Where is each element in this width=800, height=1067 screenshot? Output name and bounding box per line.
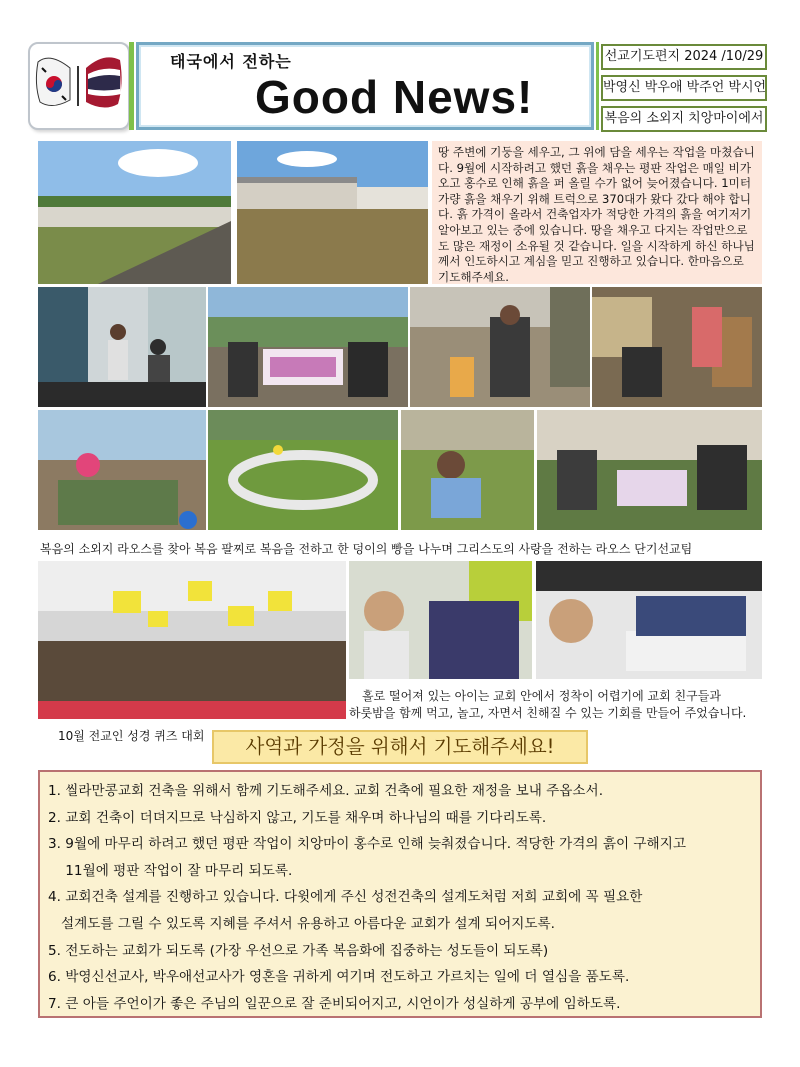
- prayer-item: 3. 9월에 마무리 하려고 했던 평판 작업이 치앙마이 홍수로 인해 늦춰졌습니다. 적당한 가격의 흙이 구해지고: [48, 836, 686, 853]
- newsletter-subtitle: 태국에서 전하는: [170, 52, 292, 71]
- photo-kids-sleepover-group: [349, 561, 532, 679]
- prayer-list: [48, 778, 752, 1017]
- prayer-item: 설계도를 그릴 수 있도록 지혜를 주셔서 유용하고 아름다운 교회가 설계 되어지도록.: [48, 915, 555, 932]
- missionary-family-names: 박영신 박우애 박주언 박시언: [601, 75, 767, 101]
- prayer-banner: 사역과 가정을 위해서 기도해주세요!: [212, 730, 588, 764]
- quiz-caption: 10월 전교인 성경 퀴즈 대회: [58, 729, 205, 743]
- photo-laos-girl-praying: [401, 410, 534, 530]
- header-divider: [596, 42, 599, 130]
- title-accent-bar: [129, 42, 134, 130]
- butterfly-flags-logo-icon: [30, 44, 128, 128]
- prayer-item: 5. 전도하는 교회가 되도록 (가장 우선으로 가족 복음화에 집중하는 성도들이 되도록): [48, 942, 549, 959]
- photo-bible-quiz: [38, 561, 346, 719]
- photo-laos-team-banner: [208, 287, 408, 407]
- photo-laos-bread-sharing: [410, 287, 590, 407]
- prayer-item: 7. 큰 아들 주언이가 좋은 주님의 일꾼으로 잘 준비되어지고, 시언이가 성실하게 공부에 임하도록.: [48, 995, 621, 1012]
- logo: [28, 42, 130, 130]
- prayer-item: 11월에 평판 작업이 잘 마무리 되도록.: [48, 862, 293, 879]
- photo-land-wall: [38, 141, 231, 284]
- prayer-item: 2. 교회 건축이 더뎌지므로 낙심하지 않고, 기도를 채우며 하나님의 때를 기다리도록.: [48, 809, 547, 826]
- photo-laos-shop: [592, 287, 762, 407]
- kids-caption-line2: 하룻밤을 함께 먹고, 놀고, 자면서 친해질 수 있는 기회를 만들어 주었습니다.: [349, 706, 747, 720]
- mission-location: 복음의 소외지 치앙마이에서: [601, 106, 767, 132]
- letter-date: 선교기도편지 2024 /10/29: [601, 44, 767, 70]
- photo-kids-dinner: [536, 561, 762, 679]
- laos-caption: 복음의 소외지 라오스를 찾아 복음 팔찌로 복음을 전하고 한 덩이의 빵을 나누며 그리스도의 사랑을 전하는 라오스 단기선교팀: [40, 542, 693, 556]
- land-progress-note: 땅 주변에 기둥을 세우고, 그 위에 담을 세우는 작업을 마쳤습니다. 9월에 시작하려고 했던 흙을 채우는 평판 작업은 매일 비가 오고 홍수로 인해 흙을 퍼 올릴 수가 없어 늦어졌습니다. 1미터 가량 흙을 채우기 위해 트럭으로 370대가 왔다 갔다 해야 합니다. 흙 가격이 올라서 건축업자가 적당한 가격의 흙을 여기저기 알아보고 있는 중에 있습니다. 땅을 채우고 다지는 작업만으로도 많은 재정이 소유될 것 같습니다. 일을 시작하게 하신 하나님께서 인도하시고 계심을 믿고 진행하고 있습니다. 한마음으로 기도해주세요.: [432, 141, 762, 284]
- prayer-item: 6. 박영신선교사, 박우애선교사가 영혼을 귀하게 여기며 전도하고 가르치는 일에 더 열심을 품도록.: [48, 969, 630, 986]
- prayer-item: 4. 교회건축 설계를 진행하고 있습니다. 다윗에게 주신 성전건축의 설계도처럼 저희 교회에 꼭 필요한: [48, 889, 643, 906]
- photo-laos-visit-door: [38, 287, 206, 407]
- prayer-item: 1. 씰라만콩교회 건축을 위해서 함께 기도해주세요. 교회 건축에 필요한 재정을 보내 주옵소서.: [48, 783, 604, 799]
- photo-laos-circle-game: [208, 410, 398, 530]
- photo-land-field: [237, 141, 428, 284]
- newsletter-title: Good News!: [255, 71, 534, 123]
- kids-caption-line1: 홀로 떨어져 있는 아이는 교회 안에서 정착이 어렵기에 교회 친구들과: [362, 689, 721, 703]
- photo-laos-group: [537, 410, 762, 530]
- prayer-list-box: [38, 770, 762, 1018]
- photo-laos-children-balloons: [38, 410, 206, 530]
